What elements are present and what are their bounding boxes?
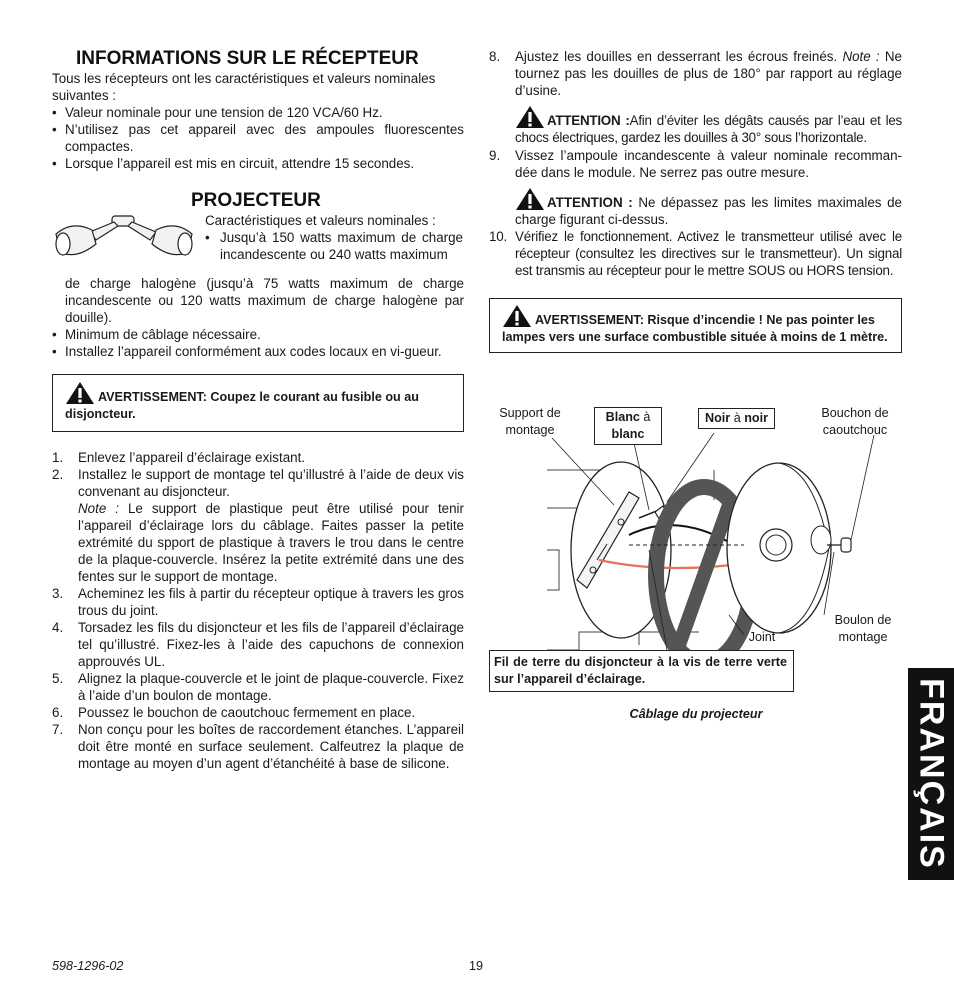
list-item: Jusqu’à 150 watts maximum de charge incandescente ou 240 watts maximum bbox=[220, 230, 463, 262]
step-note: Le support de plastique peut être utilisé pour tenir l’appareil d’éclairage lors du câblage. Faites passer la petite extrémité du spport de plastique à travers le trou dans le centre de la plaque-couvercle. Insérez la petite extrémité dans une des fentes sur le support de montage. bbox=[78, 501, 464, 584]
attention-load bbox=[489, 187, 902, 228]
steps-list-right bbox=[489, 48, 902, 99]
step-number: 8. bbox=[489, 49, 501, 64]
right-column bbox=[489, 48, 902, 353]
step-text: Vissez l’ampoule incandescente à valeur nominale recomman-dée dans le module. Ne serrez pas outre mesure. bbox=[515, 148, 902, 180]
language-tab bbox=[908, 668, 954, 880]
projector-bullet-1a bbox=[205, 229, 463, 263]
step-number: 6. bbox=[52, 705, 64, 720]
label-black-to-black bbox=[698, 408, 775, 429]
step-text: Poussez le bouchon de caoutchouc fermement en place. bbox=[78, 705, 416, 720]
step-number: 9. bbox=[489, 148, 501, 163]
list-item bbox=[489, 48, 902, 99]
attention-label: ATTENTION : bbox=[547, 113, 630, 128]
warning-triangle-icon bbox=[502, 304, 532, 328]
list-item bbox=[52, 670, 464, 704]
projector-heading: PROJECTEUR bbox=[191, 190, 321, 211]
label-white-b: blanc bbox=[611, 427, 645, 441]
receiver-heading: INFORMATIONS SUR LE RÉCEPTEUR bbox=[76, 48, 419, 69]
attention-text: Afin d’éviter les dégâts causés par l’eau et les chocs électriques, gardez les douilles à 30° sous l’horizontale. bbox=[515, 113, 902, 145]
list-item: • Minimum de câblage nécessaire. bbox=[52, 326, 464, 343]
rubber-plug bbox=[811, 526, 831, 554]
list-item: • Lorsque l’appareil est mis en circuit, attendre 15 secondes. bbox=[52, 155, 464, 172]
page-number: 19 bbox=[469, 959, 484, 973]
projector-bullet-1b: de charge halogène (jusqu’à 75 watts maximum de charge incandescente ou 120 watts maximum de charge halogène par douille). bbox=[65, 276, 464, 325]
list-item: • N’utilisez pas cet appareil avec des ampoules fluorescentes compactes. bbox=[52, 121, 464, 155]
step-number: 3. bbox=[52, 586, 64, 601]
step-text: Vérifiez le fonctionnement. Activez le transmetteur utilisé avec le récepteur (consultez les directives sur le transmetteur). Un signal est transmis au récepteur pour le mettre SOUS ou HORS tension. bbox=[515, 229, 902, 278]
step-number: 1. bbox=[52, 450, 64, 465]
step-text: Ajustez les douilles en desserrant les écrous freinés. bbox=[515, 49, 838, 64]
step-number: 7. bbox=[52, 722, 64, 737]
bullet-mark: • bbox=[205, 230, 210, 245]
note-label: Note : bbox=[842, 49, 880, 64]
list-item bbox=[52, 585, 464, 619]
language-tab-label: FRANÇAIS bbox=[912, 678, 951, 870]
projector-intro: Caractéristiques et valeurs nominales : bbox=[205, 213, 436, 228]
label-black-mid: à bbox=[733, 411, 741, 425]
step-number: 10. bbox=[489, 229, 508, 244]
step-number: 2. bbox=[52, 467, 64, 482]
diagram-caption: Câblage du projecteur bbox=[629, 707, 763, 721]
step-note: Ne tournez pas les douilles de plus de 180° par rapport au réglage d’usine. bbox=[515, 49, 902, 98]
caution-triangle-icon bbox=[515, 187, 545, 211]
label-white-a: Blanc bbox=[605, 410, 640, 424]
caution-triangle-icon bbox=[515, 105, 545, 129]
list-item bbox=[52, 449, 464, 466]
fire-warning-box bbox=[489, 298, 902, 353]
list-item bbox=[52, 466, 464, 585]
step-text: Non conçu pour les boîtes de raccordement étanches. L’appareil doit être monté en surface seulement. Calfeutrez la plaque de montage au moyen d’un agent d’étanchéité à base de silicone. bbox=[78, 722, 464, 771]
list-item bbox=[52, 721, 464, 772]
receiver-intro: Tous les récepteurs ont les caractéristiques et valeurs nominales suivantes : bbox=[52, 71, 436, 103]
label-white-mid: à bbox=[643, 410, 651, 424]
warning-triangle-icon bbox=[65, 381, 95, 405]
list-item: • Valeur nominale pour une tension de 120 VCA/60 Hz. bbox=[52, 104, 464, 121]
step-text: Enlevez l’appareil d’éclairage existant. bbox=[78, 450, 306, 465]
list-item bbox=[52, 619, 464, 670]
document-code: 598-1296-02 bbox=[52, 959, 124, 973]
label-black-a: Noir bbox=[705, 411, 731, 425]
steps-list-right-2 bbox=[489, 147, 902, 181]
label-mounting-bolt: Boulon de montage bbox=[834, 613, 892, 644]
label-joint: Joint bbox=[748, 630, 776, 644]
step-text: Alignez la plaque-couvercle et le joint de plaque-couvercle. Fixez à l’aide d’un boulon de montage. bbox=[78, 671, 464, 703]
fixture-hole bbox=[760, 529, 792, 561]
steps-list-left bbox=[52, 449, 464, 772]
step-number: 4. bbox=[52, 620, 64, 635]
power-warning-text: AVERTISSEMENT: Coupez le courant au fusible ou au disjoncteur. bbox=[65, 390, 419, 421]
step-text: Torsadez les fils du disjoncteur et les fils de l’appareil d’éclairage tel qu’illustré. Fixez-les à l’aide des capuchons de connexion approuvés UL. bbox=[78, 620, 464, 669]
attention-text: Ne dépassez pas les limites maximales de charge figurant ci-dessus. bbox=[515, 195, 902, 227]
list-item bbox=[52, 704, 464, 721]
note-label: Note : bbox=[78, 501, 119, 516]
label-support: Support de montage bbox=[499, 406, 561, 437]
power-warning-box bbox=[52, 374, 464, 432]
floodlight-illustration bbox=[52, 212, 196, 264]
list-item: • Installez l’appareil conformément aux codes locaux en vi-gueur. bbox=[52, 343, 464, 360]
label-black-b: noir bbox=[744, 411, 768, 425]
ground-wire-box: Fil de terre du disjoncteur à la vis de terre verte sur l’appareil d’éclairage. bbox=[489, 650, 794, 692]
step-text: Acheminez les fils à partir du récepteur optique à travers les gros trous du joint. bbox=[78, 586, 464, 618]
projector-header-block bbox=[52, 192, 464, 272]
step-number: 5. bbox=[52, 671, 64, 686]
attention-sockets bbox=[489, 105, 902, 146]
steps-list-right-3 bbox=[489, 228, 902, 279]
bolt-head bbox=[841, 538, 851, 552]
step-text: Installez le support de montage tel qu’illustré à l’aide de deux vis convenant au disjoncteur. bbox=[78, 467, 464, 499]
list-item bbox=[489, 228, 902, 279]
attention-label: ATTENTION : bbox=[547, 195, 633, 210]
list-item bbox=[489, 147, 902, 181]
left-column bbox=[52, 48, 464, 772]
projector-bullet-list bbox=[52, 326, 464, 360]
label-rubber-cap: Bouchon de caoutchouc bbox=[821, 406, 889, 437]
fire-warning-text: AVERTISSEMENT: Risque d’incendie ! Ne pas pointer les lampes vers une surface combustible située à moins de 1 mètre. bbox=[502, 313, 888, 344]
receiver-bullet-list bbox=[52, 104, 464, 172]
label-white-to-white bbox=[594, 407, 662, 445]
